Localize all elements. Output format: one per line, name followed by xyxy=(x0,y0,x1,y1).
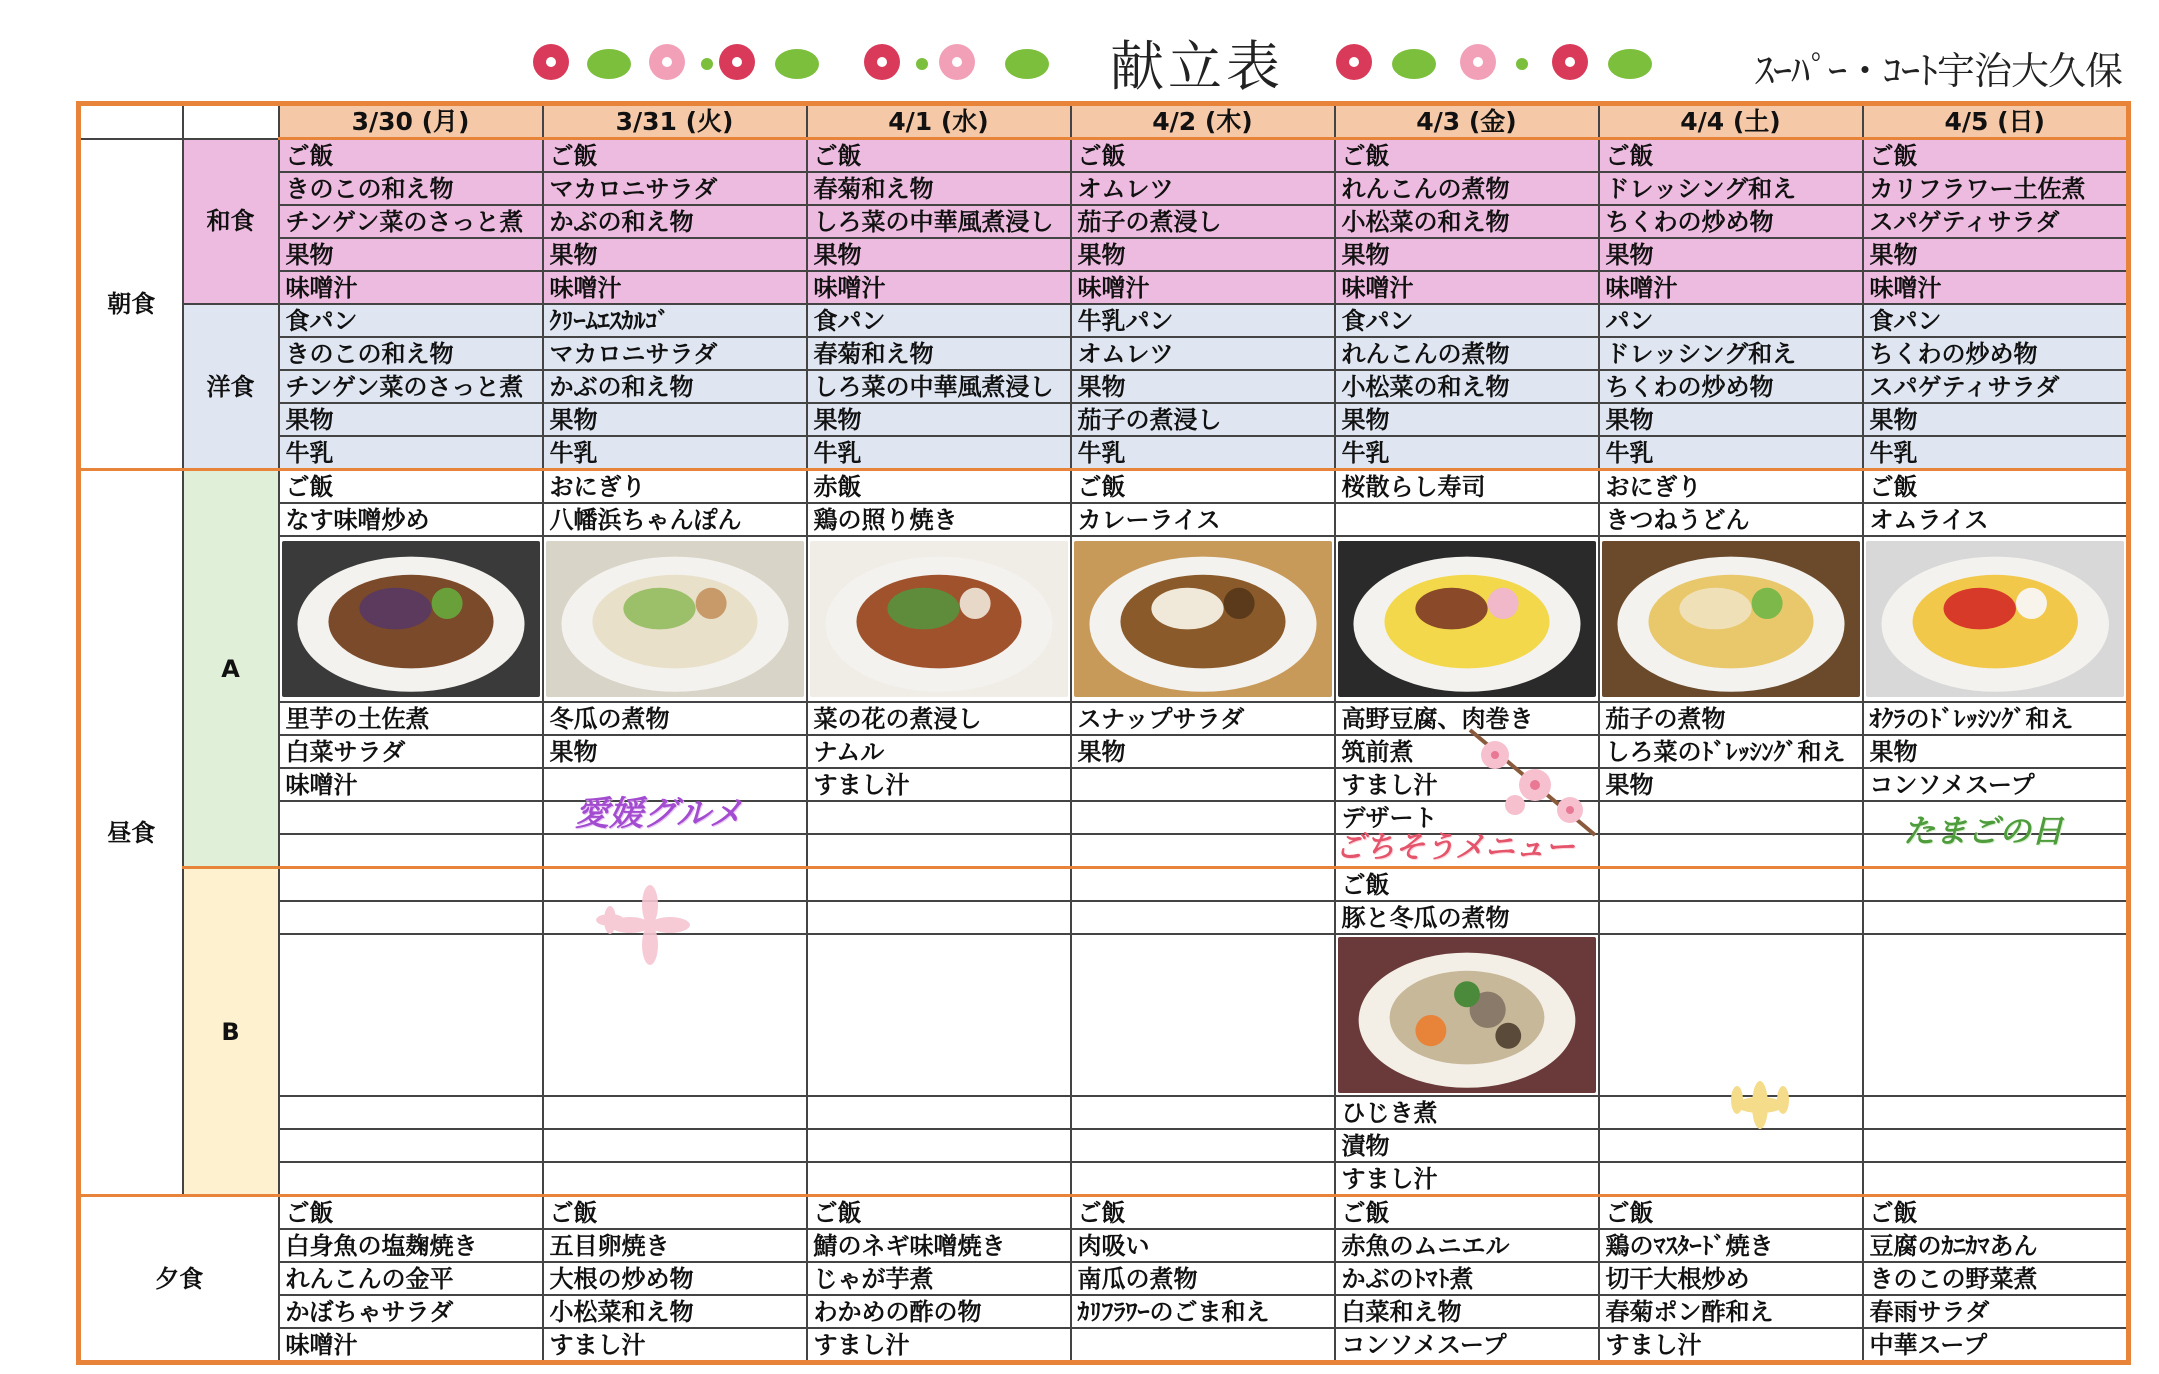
page-title: 献立表 xyxy=(1110,35,1284,98)
food-photo-cell xyxy=(279,536,543,702)
dish-cell xyxy=(279,1096,543,1129)
dish-cell: すまし汁 xyxy=(1335,1162,1599,1196)
dish-cell: 味噌汁 xyxy=(1599,271,1863,304)
dish-cell: かぶのﾄﾏﾄ煮 xyxy=(1335,1262,1599,1295)
dish-cell xyxy=(1335,503,1599,536)
dish-cell: きのこの和え物 xyxy=(279,337,543,370)
dish-cell: ご飯 xyxy=(807,139,1071,173)
food-photo-cell xyxy=(807,536,1071,702)
japanese-style-label: 和食 xyxy=(183,139,279,305)
dish-cell: ひじき煮 xyxy=(1335,1096,1599,1129)
date-header: 3/30 (月) xyxy=(279,104,543,139)
dish-cell xyxy=(543,1162,807,1196)
dish-cell: おにぎり xyxy=(543,470,807,504)
dish-cell: ナムル xyxy=(807,735,1071,768)
dish-cell xyxy=(279,868,543,902)
dish-cell: 味噌汁 xyxy=(807,271,1071,304)
menu-row xyxy=(79,337,2129,370)
omurice-photo xyxy=(1866,541,2125,697)
food-photo-cell xyxy=(807,934,1071,1096)
dish-cell: きつねうどん xyxy=(1599,503,1863,536)
dish-cell: 牛乳 xyxy=(807,436,1071,470)
dish-cell: しろ菜のﾄﾞﾚｯｼﾝｸﾞ和え xyxy=(1599,735,1863,768)
dish-cell: 果物 xyxy=(1071,238,1335,271)
dish-cell: きのこの野菜煮 xyxy=(1863,1262,2129,1295)
dish-cell: ちくわの炒め物 xyxy=(1599,205,1863,238)
dish-cell: ご飯 xyxy=(807,1196,1071,1230)
menu-row xyxy=(79,304,2129,337)
dish-cell: 味噌汁 xyxy=(543,271,807,304)
menu-row xyxy=(79,503,2129,536)
dish-cell: 鶏の照り焼き xyxy=(807,503,1071,536)
dish-cell: 小松菜の和え物 xyxy=(1335,205,1599,238)
dish-cell: スパゲティサラダ xyxy=(1863,370,2129,403)
dish-cell xyxy=(1599,901,1863,934)
dish-cell: 牛乳 xyxy=(1599,436,1863,470)
sakura-chirashi-photo xyxy=(1338,541,1596,697)
menu-row xyxy=(79,271,2129,304)
dish-cell: かぼちゃサラダ xyxy=(279,1295,543,1328)
dinner-label: 夕食 xyxy=(79,1196,279,1363)
dish-cell xyxy=(1071,834,1335,868)
dish-cell: すまし汁 xyxy=(543,1328,807,1363)
menu-row xyxy=(79,470,2129,504)
dish-cell: 味噌汁 xyxy=(1335,271,1599,304)
dish-cell: 切干大根炒め xyxy=(1599,1262,1863,1295)
dish-cell: 赤魚のムニエル xyxy=(1335,1229,1599,1262)
dish-cell: 茄子の煮浸し xyxy=(1071,403,1335,436)
date-header: 4/2 (木) xyxy=(1071,104,1335,139)
dish-cell: きのこの和え物 xyxy=(279,172,543,205)
dish-cell: 果物 xyxy=(543,735,807,768)
dish-cell: ご飯 xyxy=(279,1196,543,1230)
dish-cell: 果物 xyxy=(1335,238,1599,271)
menu-table xyxy=(76,101,2131,1365)
dish-cell: 冬瓜の煮物 xyxy=(543,702,807,735)
dish-cell xyxy=(1599,868,1863,902)
dish-cell: 白菜和え物 xyxy=(1335,1295,1599,1328)
dish-cell xyxy=(1599,834,1863,868)
menu-row xyxy=(79,1328,2129,1363)
dish-cell: ちくわの炒め物 xyxy=(1863,337,2129,370)
dish-cell: 豆腐のｶﾆｶﾏあん xyxy=(1863,1229,2129,1262)
dish-cell xyxy=(1071,901,1335,934)
dish-cell: 果物 xyxy=(279,238,543,271)
menu-body xyxy=(79,139,2129,1363)
dish-cell xyxy=(543,834,807,868)
dish-cell: 春菊ポン酢和え xyxy=(1599,1295,1863,1328)
dish-cell: 高野豆腐、肉巻き xyxy=(1335,702,1599,735)
menu-row xyxy=(79,370,2129,403)
ehime-gourmet-note: 愛媛グルメ xyxy=(575,794,743,834)
dish-cell xyxy=(1863,1096,2129,1129)
dish-cell: 中華スープ xyxy=(1863,1328,2129,1363)
dish-cell xyxy=(807,1129,1071,1162)
dish-cell: ちくわの炒め物 xyxy=(1599,370,1863,403)
dish-cell: かぶの和え物 xyxy=(543,370,807,403)
dish-cell: れんこんの金平 xyxy=(279,1262,543,1295)
dish-cell: 漬物 xyxy=(1335,1129,1599,1162)
dish-cell: 茄子の煮物 xyxy=(1599,702,1863,735)
menu-row xyxy=(79,1096,2129,1129)
dish-cell: 鯖のネギ味噌焼き xyxy=(807,1229,1071,1262)
dish-cell: チンゲン菜のさっと煮 xyxy=(279,205,543,238)
dish-cell: 大根の炒め物 xyxy=(543,1262,807,1295)
lunch-a-label: A xyxy=(183,470,279,868)
dish-cell: 果物 xyxy=(543,403,807,436)
menu-row xyxy=(79,834,2129,868)
dish-cell: 食パン xyxy=(1335,304,1599,337)
dish-cell xyxy=(279,901,543,934)
dish-cell: 果物 xyxy=(1863,238,2129,271)
corner-cell xyxy=(79,104,183,139)
dish-cell: 果物 xyxy=(543,238,807,271)
dish-cell: ご飯 xyxy=(1335,1196,1599,1230)
dish-cell: 筑前煮 xyxy=(1335,735,1599,768)
western-style-label: 洋食 xyxy=(183,304,279,470)
dish-cell: 果物 xyxy=(807,238,1071,271)
dish-cell: カリフラワー土佐煮 xyxy=(1863,172,2129,205)
menu-row xyxy=(79,172,2129,205)
dish-cell: 八幡浜ちゃんぽん xyxy=(543,503,807,536)
dish-cell: 肉吸い xyxy=(1071,1229,1335,1262)
dish-cell: すまし汁 xyxy=(807,1328,1071,1363)
dish-cell: ご飯 xyxy=(1599,1196,1863,1230)
dish-cell: 牛乳 xyxy=(1335,436,1599,470)
dish-cell: なす味噌炒め xyxy=(279,503,543,536)
dish-cell: 果物 xyxy=(1599,403,1863,436)
dish-cell: 赤飯 xyxy=(807,470,1071,504)
yellow-flower-decoration-icon xyxy=(1715,1070,1805,1140)
menu-row xyxy=(79,868,2129,902)
dish-cell: 味噌汁 xyxy=(279,768,543,801)
dish-cell: しろ菜の中華風煮浸し xyxy=(807,370,1071,403)
dish-cell: スナップサラダ xyxy=(1071,702,1335,735)
dish-cell: 春菊和え物 xyxy=(807,337,1071,370)
dish-cell: 牛乳 xyxy=(1071,436,1335,470)
kitsune-udon-photo xyxy=(1602,541,1860,697)
dish-cell xyxy=(1599,801,1863,834)
date-header: 4/4 (土) xyxy=(1599,104,1863,139)
dish-cell xyxy=(543,1129,807,1162)
dish-cell: 五目卵焼き xyxy=(543,1229,807,1262)
dish-cell: 果物 xyxy=(1335,403,1599,436)
menu-row xyxy=(79,1129,2129,1162)
dish-cell: れんこんの煮物 xyxy=(1335,172,1599,205)
menu-row xyxy=(79,1262,2129,1295)
lunch-label: 昼食 xyxy=(79,470,183,1196)
lunch-b-photo-row xyxy=(79,934,2129,1096)
dish-cell xyxy=(807,1162,1071,1196)
dish-cell: 牛乳 xyxy=(543,436,807,470)
dish-cell: ドレッシング和え xyxy=(1599,172,1863,205)
menu-row xyxy=(79,1196,2129,1230)
date-header: 4/5 (日) xyxy=(1863,104,2129,139)
dish-cell xyxy=(807,868,1071,902)
dish-cell xyxy=(807,1096,1071,1129)
dish-cell: 味噌汁 xyxy=(279,1328,543,1363)
dish-cell xyxy=(1071,1096,1335,1129)
dish-cell: 白身魚の塩麹焼き xyxy=(279,1229,543,1262)
facility-name: ｽｰﾊﾟｰ・ｺｰﾄ宇治大久保 xyxy=(1755,49,2123,93)
dish-cell: ご飯 xyxy=(1863,139,2129,173)
dish-cell: すまし汁 xyxy=(1599,1328,1863,1363)
cherry-blossom-branch-icon xyxy=(1465,725,1605,840)
dish-cell: 味噌汁 xyxy=(1071,271,1335,304)
dish-cell: 牛乳 xyxy=(279,436,543,470)
dish-cell: 果物 xyxy=(1863,403,2129,436)
dish-cell: スパゲティサラダ xyxy=(1863,205,2129,238)
food-photo-cell xyxy=(1863,934,2129,1096)
lunch-b-label: B xyxy=(183,868,279,1196)
dish-cell: ご飯 xyxy=(1863,470,2129,504)
plum-flower-bird-icon xyxy=(527,38,1057,86)
dish-cell xyxy=(279,834,543,868)
dish-cell: 味噌汁 xyxy=(279,271,543,304)
dish-cell xyxy=(1071,1162,1335,1196)
dish-cell: ドレッシング和え xyxy=(1599,337,1863,370)
dish-cell: ご飯 xyxy=(1335,139,1599,173)
dish-cell: 鶏のﾏｽﾀｰﾄﾞ焼き xyxy=(1599,1229,1863,1262)
dish-cell: 南瓜の煮物 xyxy=(1071,1262,1335,1295)
dish-cell: ご飯 xyxy=(1863,1196,2129,1230)
menu-row xyxy=(79,1295,2129,1328)
dish-cell: ご飯 xyxy=(543,139,807,173)
food-photo-cell xyxy=(1071,934,1335,1096)
dish-cell: ご飯 xyxy=(1335,868,1599,902)
food-photo-cell xyxy=(1599,536,1863,702)
dish-cell: すまし汁 xyxy=(1335,768,1599,801)
dish-cell: すまし汁 xyxy=(807,768,1071,801)
dish-cell xyxy=(279,801,543,834)
food-photo-cell xyxy=(279,934,543,1096)
dish-cell xyxy=(1599,1162,1863,1196)
dish-cell: オムライス xyxy=(1863,503,2129,536)
egg-day-note: たまごの日 xyxy=(1903,812,2064,850)
menu-row xyxy=(79,436,2129,470)
dish-cell: 果物 xyxy=(1599,768,1863,801)
dish-cell xyxy=(1863,1162,2129,1196)
dish-cell xyxy=(1071,868,1335,902)
dish-cell: パン xyxy=(1599,304,1863,337)
plum-flower-bird-icon xyxy=(1330,38,1670,86)
dish-cell: ｵｸﾗのﾄﾞﾚｯｼﾝｸﾞ和え xyxy=(1863,702,2129,735)
dish-cell: ｸﾘｰﾑｴｽｶﾙｺﾞ xyxy=(543,304,807,337)
dish-cell xyxy=(279,1162,543,1196)
page-header xyxy=(0,0,2159,100)
menu-row xyxy=(79,901,2129,934)
dish-cell: デザート xyxy=(1335,801,1599,834)
dish-cell: わかめの酢の物 xyxy=(807,1295,1071,1328)
food-photo-cell xyxy=(543,536,807,702)
dish-cell: オムレツ xyxy=(1071,337,1335,370)
menu-row xyxy=(79,1229,2129,1262)
menu-row xyxy=(79,768,2129,801)
dish-cell: マカロニサラダ xyxy=(543,172,807,205)
menu-row xyxy=(79,702,2129,735)
yawatahama-champon-photo xyxy=(546,541,804,697)
sakura-decoration-icon xyxy=(590,880,690,970)
dish-cell: チンゲン菜のさっと煮 xyxy=(279,370,543,403)
dish-cell: ご飯 xyxy=(1599,139,1863,173)
dish-cell xyxy=(279,1129,543,1162)
date-header: 3/31 (火) xyxy=(543,104,807,139)
date-header: 4/3 (金) xyxy=(1335,104,1599,139)
dish-cell: 果物 xyxy=(1863,735,2129,768)
dish-cell: 果物 xyxy=(1071,370,1335,403)
dish-cell xyxy=(543,1096,807,1129)
dish-cell xyxy=(1863,901,2129,934)
food-photo-cell xyxy=(1335,536,1599,702)
dish-cell: 桜散らし寿司 xyxy=(1335,470,1599,504)
dish-cell: 果物 xyxy=(807,403,1071,436)
dish-cell: 食パン xyxy=(279,304,543,337)
dish-cell: 白菜サラダ xyxy=(279,735,543,768)
menu-row xyxy=(79,801,2129,834)
dish-cell: じゃが芋煮 xyxy=(807,1262,1071,1295)
food-photo-cell xyxy=(1335,934,1599,1096)
dish-cell: れんこんの煮物 xyxy=(1335,337,1599,370)
menu-row xyxy=(79,1162,2129,1196)
menu-row xyxy=(79,735,2129,768)
dish-cell: コンソメスープ xyxy=(1863,768,2129,801)
dish-cell: かぶの和え物 xyxy=(543,205,807,238)
dish-cell xyxy=(1071,1328,1335,1363)
header-decoration-left xyxy=(527,38,1057,86)
dish-cell: 味噌汁 xyxy=(1863,271,2129,304)
dish-cell: 茄子の煮浸し xyxy=(1071,205,1335,238)
header-decoration-right xyxy=(1330,38,1670,86)
dish-cell: ご飯 xyxy=(1071,470,1335,504)
dish-cell: 小松菜の和え物 xyxy=(1335,370,1599,403)
menu-row xyxy=(79,139,2129,173)
dish-cell: 食パン xyxy=(1863,304,2129,337)
dish-cell: おにぎり xyxy=(1599,470,1863,504)
dish-cell xyxy=(807,901,1071,934)
pork-wintermelon-stew-photo xyxy=(1338,937,1596,1093)
tori-teriyaki-photo xyxy=(810,541,1068,697)
menu-row xyxy=(79,403,2129,436)
corner-cell xyxy=(183,104,279,139)
date-header: 4/1 (水) xyxy=(807,104,1071,139)
dish-cell: 春菊和え物 xyxy=(807,172,1071,205)
breakfast-label: 朝食 xyxy=(79,139,183,470)
gochiso-menu-note: ごちそうメニュー xyxy=(1335,830,1575,865)
food-photo-cell xyxy=(1071,536,1335,702)
dish-cell: ご飯 xyxy=(1071,1196,1335,1230)
date-header-row xyxy=(79,104,2129,139)
dish-cell: マカロニサラダ xyxy=(543,337,807,370)
dish-cell: 春雨サラダ xyxy=(1863,1295,2129,1328)
dish-cell: 牛乳 xyxy=(1863,436,2129,470)
dish-cell xyxy=(1071,1129,1335,1162)
dish-cell xyxy=(807,834,1071,868)
lunch-a-photo-row xyxy=(79,536,2129,702)
dish-cell: ご飯 xyxy=(279,139,543,173)
dish-cell: ｶﾘﾌﾗﾜｰのごま和え xyxy=(1071,1295,1335,1328)
dish-cell xyxy=(1071,768,1335,801)
dish-cell xyxy=(1863,1129,2129,1162)
dish-cell: 果物 xyxy=(1071,735,1335,768)
dish-cell xyxy=(1863,868,2129,902)
menu-row xyxy=(79,238,2129,271)
dish-cell: 食パン xyxy=(807,304,1071,337)
dish-cell: コンソメスープ xyxy=(1335,1328,1599,1363)
dish-cell: ご飯 xyxy=(1071,139,1335,173)
dish-cell: オムレツ xyxy=(1071,172,1335,205)
dish-cell: 果物 xyxy=(1599,238,1863,271)
dish-cell xyxy=(1071,801,1335,834)
dish-cell xyxy=(807,801,1071,834)
dish-cell: ご飯 xyxy=(543,1196,807,1230)
food-photo-cell xyxy=(1863,536,2129,702)
nasu-miso-itame-photo xyxy=(282,541,540,697)
dish-cell: 牛乳パン xyxy=(1071,304,1335,337)
dish-cell: しろ菜の中華風煮浸し xyxy=(807,205,1071,238)
menu-row xyxy=(79,205,2129,238)
dish-cell: カレーライス xyxy=(1071,503,1335,536)
dish-cell: 果物 xyxy=(279,403,543,436)
curry-rice-photo xyxy=(1074,541,1332,697)
dish-cell: ご飯 xyxy=(279,470,543,504)
dish-cell: 豚と冬瓜の煮物 xyxy=(1335,901,1599,934)
dish-cell: 菜の花の煮浸し xyxy=(807,702,1071,735)
dish-cell: 小松菜和え物 xyxy=(543,1295,807,1328)
dish-cell: 里芋の土佐煮 xyxy=(279,702,543,735)
